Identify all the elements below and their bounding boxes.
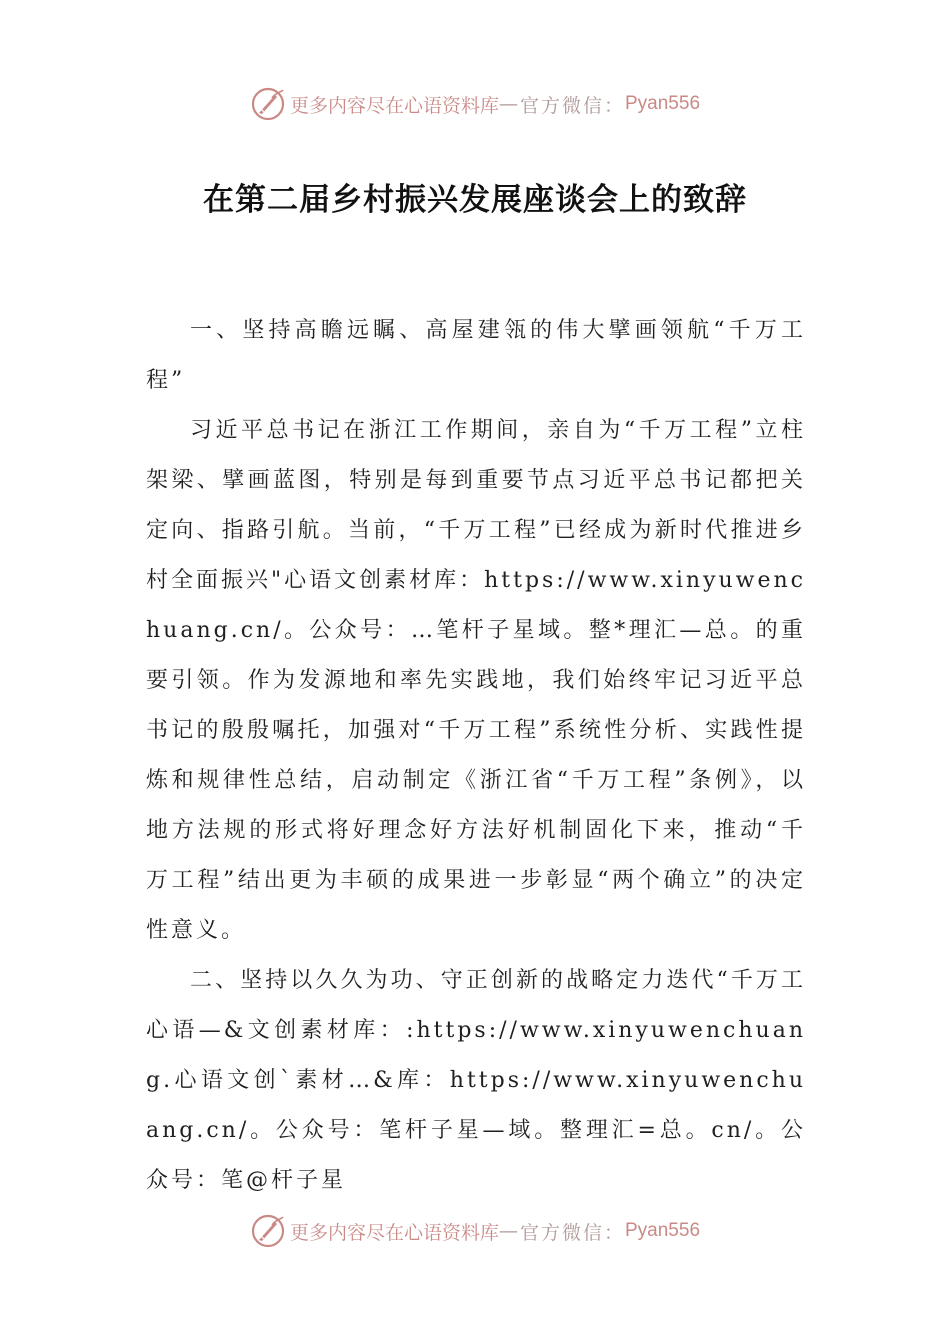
- paragraph-heading-2: 二、坚持以久久为功、守正创新的战略定力迭代“千万工心语—&文创素材库：:https://www.xinyuwenchuang.心语文创`素材…&库：https://www.xinyuwenchuang.cn/。公众号：笔杆子星—域。整理汇=总。cn/。公众号：笔@杆子星: [146, 968, 806, 1193]
- paragraph-heading-1: 一、坚持高瞻远瞩、高屋建瓴的伟大擘画领航“千万工程”: [146, 318, 806, 393]
- quill-logo-icon: [250, 86, 286, 122]
- banner-main-text: 更多内容尽在心语资料库: [289, 94, 499, 117]
- document-title: 在第二届乡村振兴发展座谈会上的致辞: [203, 182, 747, 218]
- banner-sub-text: 官方微信：: [519, 1221, 625, 1244]
- banner-sub-text: 官方微信：: [519, 94, 625, 117]
- banner-separator: —: [498, 93, 520, 115]
- header-banner: [0, 84, 950, 124]
- footer-banner: [0, 1211, 950, 1251]
- banner-main-text: 更多内容尽在心语资料库: [289, 1221, 499, 1244]
- banner-wechat-id: Pyan556: [625, 1220, 701, 1241]
- quill-logo-icon: [250, 1213, 286, 1249]
- banner-wechat-id: Pyan556: [625, 93, 701, 114]
- banner-separator: —: [498, 1220, 520, 1242]
- paragraph-body-1: 习近平总书记在浙江工作期间，亲自为“千万工程”立柱架梁、擘画蓝图，特别是每到重要节点习近平总书记都把关定向、指路引航。当前，“千万工程”已经成为新时代推进乡村全面振兴"心语文创素材库：https://www.xinyuwenchuang.cn/。公众号：…笔杆子星域。整*理汇—总。的重要引领。作为发源地和率先实践地，我们始终牢记习近平总书记的殷殷嘱托，加强对“千万工程”系统性分析、实践性提炼和规律性总结，启动制定《浙江省“千万工程”条例》，以地方法规的形式将好理念好方法好机制固化下来，推动“千万工程”结出更为丰硕的成果进一步彰显“两个确立”的决定性意义。: [146, 418, 807, 943]
- document-body: [146, 306, 806, 1206]
